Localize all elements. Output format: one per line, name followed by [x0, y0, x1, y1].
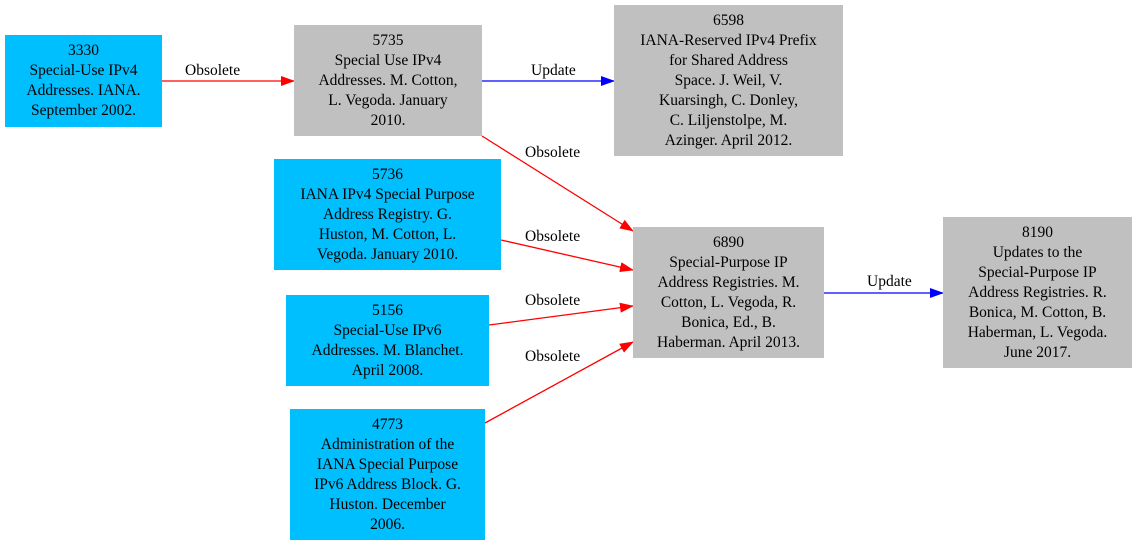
- node-6598-line: 6598: [713, 11, 744, 29]
- edge-label-3330-5735: Obsolete: [185, 62, 241, 79]
- node-6890-line: Special-Purpose IP: [669, 253, 788, 271]
- node-5156-line: April 2008.: [351, 361, 424, 379]
- node-3330-line: Addresses. IANA.: [26, 82, 141, 99]
- node-6598-line: Space. J. Weil, V.: [674, 71, 783, 89]
- node-6598-line: Kuarsingh, C. Donley,: [659, 91, 798, 109]
- node-4773-line: IPv6 Address Block. G.: [314, 475, 461, 493]
- node-8190-line: Address Registries. R.: [968, 283, 1107, 301]
- node-6598-line: C. Liljenstolpe, M.: [669, 111, 788, 129]
- node-5735-line: Addresses. M. Cotton,: [318, 71, 458, 89]
- node-6890-line: Cotton, L. Vegoda, R.: [660, 293, 797, 311]
- edge-label-4773-6890: Obsolete: [525, 348, 581, 365]
- node-4773-line: 4773: [372, 415, 403, 433]
- node-8190-line: Bonica, M. Cotton, B.: [968, 303, 1107, 321]
- node-5156-line: Special-Use IPv6: [333, 321, 442, 339]
- node-5735-line: Special Use IPv4: [334, 51, 442, 69]
- node-5156-line: 5156: [372, 301, 403, 319]
- node-5735-line: L. Vegoda. January: [328, 91, 448, 109]
- node-8190-line: Haberman, L. Vegoda.: [967, 323, 1108, 341]
- edge-label-5735-6598: Update: [531, 62, 576, 79]
- node-6598: [614, 5, 843, 156]
- node-4773-line: 2006.: [370, 515, 405, 533]
- node-6890-line: 6890: [713, 233, 744, 251]
- edge-label-5736-6890: Obsolete: [525, 228, 581, 245]
- node-3330-line: Special-Use IPv4: [29, 62, 138, 79]
- node-3330: [5, 35, 162, 127]
- node-6890-line: Address Registries. M.: [657, 273, 800, 291]
- node-5736-line: Vegoda. January 2010.: [316, 245, 459, 263]
- node-5736-line: Huston, M. Cotton, L.: [318, 225, 457, 243]
- node-5735-line: 2010.: [370, 111, 406, 129]
- node-8190-line: Updates to the: [992, 243, 1083, 261]
- node-6890: [633, 227, 824, 358]
- node-4773: [290, 409, 485, 540]
- node-8190-line: 8190: [1022, 223, 1053, 241]
- edge-label-5735-6890: Obsolete: [525, 144, 581, 161]
- node-5735: [294, 25, 482, 136]
- node-6598-line: for Shared Address: [669, 51, 788, 69]
- node-5736-line: Address Registry. G.: [322, 205, 452, 223]
- node-8190: [943, 217, 1132, 368]
- node-6598-line: Azinger. April 2012.: [664, 131, 793, 149]
- node-3330-line: 3330: [68, 42, 99, 59]
- node-4773-line: Administration of the: [320, 435, 455, 453]
- node-5156-line: Addresses. M. Blanchet.: [311, 341, 464, 359]
- node-4773-line: Huston. December: [329, 495, 446, 513]
- node-5156: [286, 295, 489, 386]
- node-6890-line: Bonica, Ed., B.: [681, 313, 776, 331]
- node-5736: [274, 159, 501, 270]
- node-4773-line: IANA Special Purpose: [316, 455, 459, 473]
- node-5736-line: 5736: [372, 165, 403, 183]
- edge-label-6890-8190: Update: [867, 273, 912, 290]
- node-3330-line: September 2002.: [30, 102, 137, 119]
- node-5736-line: IANA IPv4 Special Purpose: [300, 185, 475, 203]
- node-6890-line: Haberman. April 2013.: [657, 333, 800, 351]
- node-8190-line: June 2017.: [1003, 343, 1072, 361]
- node-5735-line: 5735: [372, 31, 404, 49]
- node-8190-line: Special-Purpose IP: [978, 263, 1097, 281]
- edge-label-5156-6890: Obsolete: [525, 292, 581, 309]
- node-6598-line: IANA-Reserved IPv4 Prefix: [640, 31, 817, 49]
